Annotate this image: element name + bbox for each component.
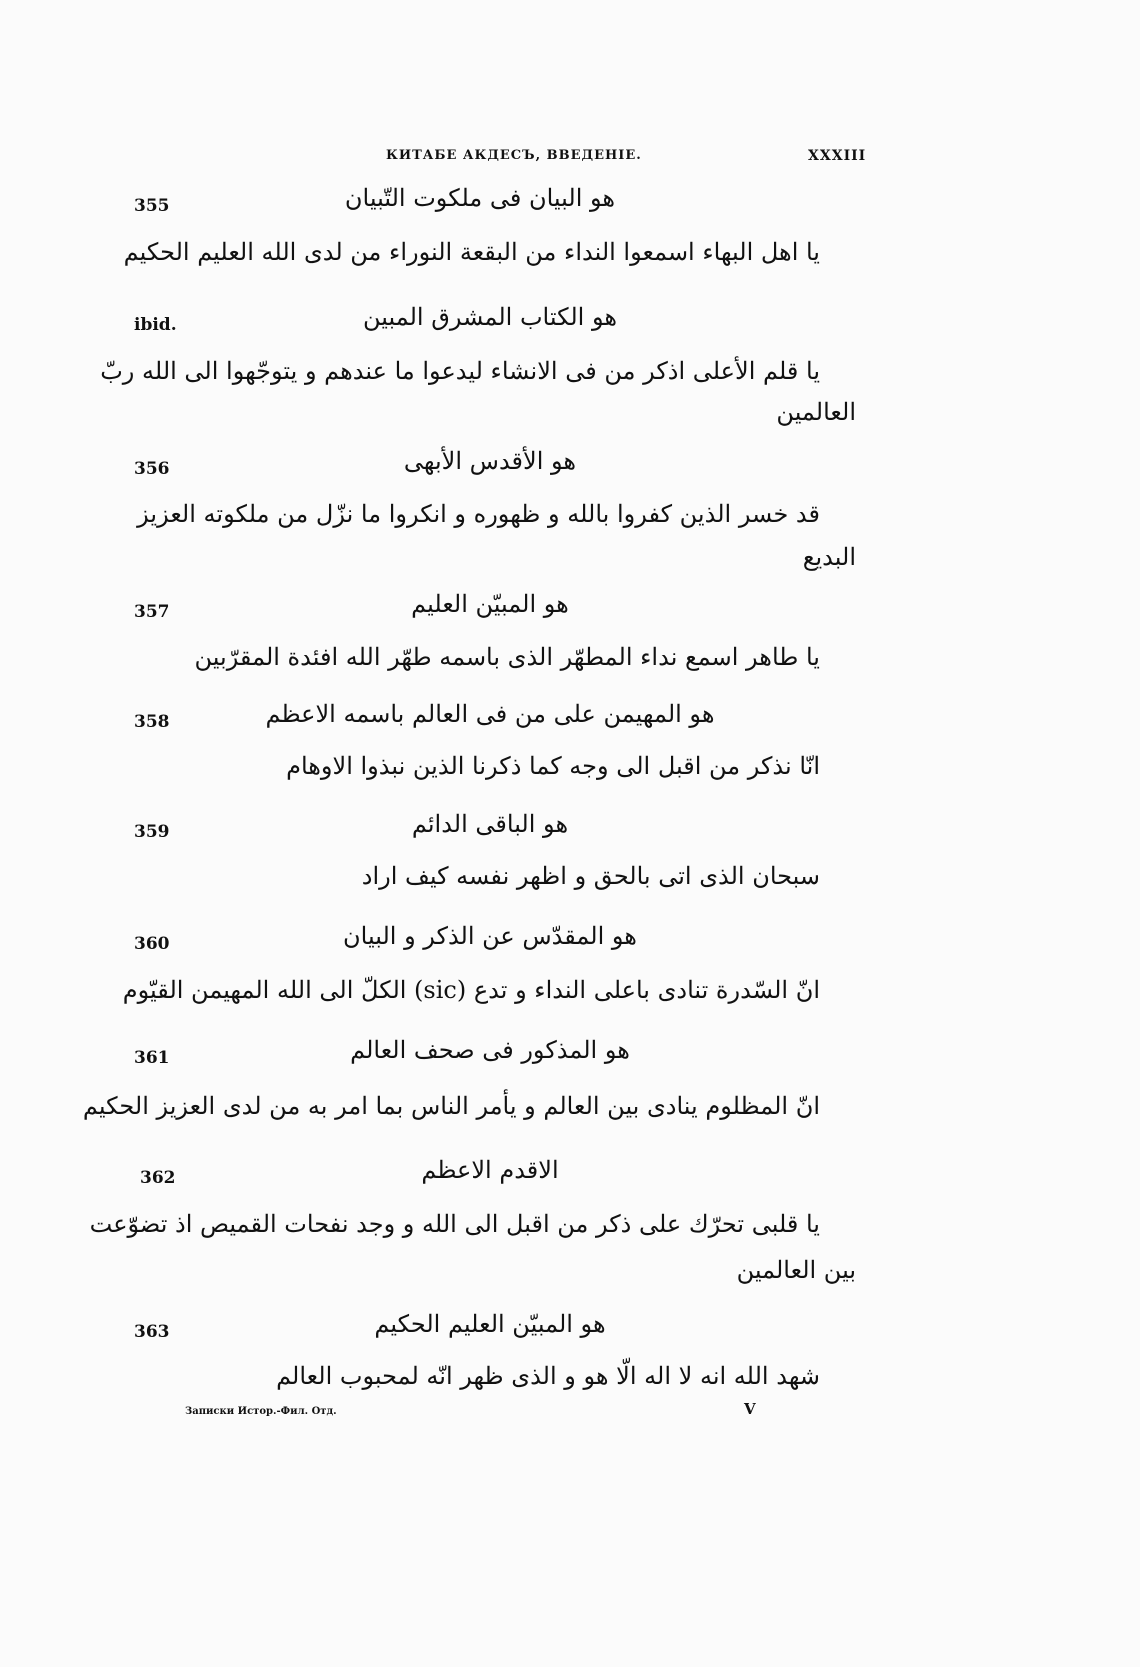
entry-heading: هو المهيمن على من فى العالم باسمه الاعظم (265, 700, 715, 728)
entry-number: 358 (134, 712, 170, 732)
entry-number: 362 (140, 1168, 176, 1188)
entry-number: 355 (134, 196, 170, 216)
running-header-title: КИТАБЕ АКДЕСЪ, ВВЕДЕНІЕ. (386, 148, 642, 163)
entry-heading: هو المبيّن العليم الحكيم (374, 1310, 606, 1338)
page-number: XXXIII (808, 148, 867, 164)
entry-heading: هو المقدّس عن الذكر و البيان (343, 922, 637, 950)
entry-text: انّا نذكر من اقبل الى وجه كما ذكرنا الذين نبذوا الاوهام (286, 752, 820, 780)
entry-text: بين العالمين (736, 1256, 856, 1284)
entry-text: شهد الله انه لا اله الّا هو و الذى ظهر انّه لمحبوب العالم (276, 1362, 820, 1390)
entry-text: يا طاهر اسمع نداء المطهّر الذى باسمه طهّر الله افئدة المقرّبين (194, 643, 820, 671)
entry-number: 360 (134, 934, 170, 954)
entry-text: البديع (802, 543, 856, 571)
entry-text: يا قلبى تحرّك على ذكر من اقبل الى الله و وجد نفحات القميص اذ تضوّعت (89, 1210, 820, 1238)
entry-heading: الاقدم الاعظم (421, 1156, 559, 1184)
entry-heading: هو المبيّن العليم (411, 590, 569, 618)
footer-journal-title: Записки Истор.-Фил. Отд. (185, 1406, 337, 1417)
entry-number: 363 (134, 1322, 170, 1342)
entry-text: انّ السّدرة تنادى باعلى النداء و تدع (sic) الكلّ الى الله المهيمن القيّوم (122, 976, 820, 1004)
entry-heading: هو الكتاب المشرق المبين (362, 303, 618, 331)
entry-text: انّ المظلوم ينادى بين العالم و يأمر الناس بما امر به من لدى العزيز الحكيم (82, 1092, 820, 1120)
entry-text: يا اهل البهاء اسمعوا النداء من البقعة النوراء من لدى الله العليم الحكيم (123, 238, 820, 266)
entry-number: 361 (134, 1048, 170, 1068)
entry-text: سبحان الذى اتى بالحق و اظهر نفسه كيف اراد (361, 862, 820, 890)
entry-number: 357 (134, 602, 170, 622)
entry-text: العالمين (776, 398, 856, 426)
entry-number: ibid. (134, 315, 177, 335)
signature-mark: V (744, 1400, 756, 1418)
entry-heading: هو المذكور فى صحف العالم (350, 1036, 630, 1064)
entry-heading: هو الأقدس الأبهى (403, 447, 577, 475)
entry-text: قد خسر الذين كفروا بالله و ظهوره و انكروا ما نزّل من ملكوته العزيز (137, 500, 820, 528)
entry-number: 359 (134, 822, 170, 842)
entry-number: 356 (134, 459, 170, 479)
entry-text: يا قلم الأعلى اذكر من فى الانشاء ليدعوا ما عندهم و يتوجّهوا الى الله ربّ (100, 357, 820, 385)
entry-heading: هو الباقى الدائم (411, 810, 569, 838)
entry-heading: هو البيان فى ملكوت التّبيان (344, 184, 616, 212)
